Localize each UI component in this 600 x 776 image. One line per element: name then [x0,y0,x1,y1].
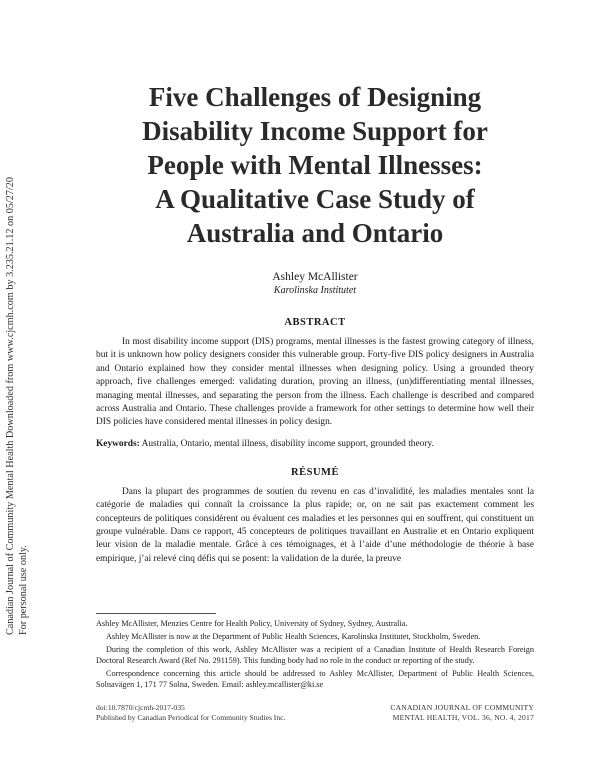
article-title [96,80,534,250]
keywords-label: Keywords: [96,438,140,449]
keywords [96,438,534,451]
footnote: Ashley McAllister is now at the Department of Public Health Sciences, Karolinska Institutet, Stockholm, Sweden. [106,632,481,641]
article-first-page [96,80,534,566]
author-affiliation: Karolinska Institutet [273,285,357,296]
title-line: Five Challenges of Designing [148,82,482,112]
title-line: A Qualitative Case Study of [155,184,475,214]
footnote: Correspondence concerning this article should be addressed to Ashley McAllister, Department of Public Health Sciences, Solnavägen 1, 171 77 Solna, Sweden. Email: ashley.mcallister@ki.se [96,669,534,689]
publication-info [96,703,285,723]
title-line: Australia and Ontario [186,218,444,248]
publisher: Published by Canadian Periodical for Community Studies Inc. [96,713,286,722]
author-name: Ashley McAllister [272,271,358,283]
title-line: People with Mental Illnesses: [147,150,483,180]
footnotes [96,618,534,692]
journal-name: CANADIAN JOURNAL OF COMMUNITY [390,703,534,712]
footnote: During the completion of this work, Ashley McAllister was a recipient of a Canadian Institute of Health Research Foreign Doctoral Research Award (Ref No. 291159). This funding body had no role in the conduct or reporting of the study. [96,645,534,665]
doi: doi:10.7870/cjcmh-2017-035 [96,703,185,712]
journal-citation [364,703,534,723]
download-watermark-text: Canadian Journal of Community Mental Health Downloaded from www.cjcmh.com by 3.235.21.12 on 05/27/20 For personal use only. [5,177,29,635]
abstract-text: In most disability income support (DIS) programs, mental illnesses is the fastest growing category of illness, but it is unknown how policy designers consider this vulnerable group. Forty-five DIS policy designers in Australia and Ontario explained how they consider mental illnesses when designing policy. Using a grounded theory approach, five challenges emerged: validating duration, proving an illness, (un)differentiating mental illnesses, managing mental illnesses, and separating the person from the illness. Each challenge is described and compared across Australia and Ontario. These challenges provide a framework for other settings to determine how well their DIS policies have considered mental illnesses in policy design. [96,337,534,428]
footnote: Ashley McAllister, Menzies Centre for Health Policy, University of Sydney, Sydney, Australia. [96,619,408,628]
resume-heading: RÉSUMÉ [291,466,339,478]
keywords-list: Australia, Ontario, mental illness, disability income support, grounded theory. [141,438,434,449]
abstract-heading: ABSTRACT [284,317,346,328]
resume-text: Dans la plupart des programmes de soutien du revenu en cas d’invalidité, les maladies mentales sont la catégorie de maladies qui connaît la croissance la plus rapide; or, on ne sait pas exactement comment les concepteurs de politiques considèrent ou évaluent ces maladies et les personnes qui en souffrent, qui constituent un groupe vulnérable. Dans ce rapport, 45 concepteurs de politiques travaillant en Australie et en Ontario expliquent leur vision de la maladie mentale. Grâce à ces témoignages, et à l’aide d’une méthodologie de théorie à base empirique, j’ai relevé cinq défis qui se posent: la validation de la durée, la preuve [96,486,534,564]
footnote-divider [96,613,216,614]
journal-volume: MENTAL HEALTH, VOL. 36, NO. 4, 2017 [392,713,534,722]
title-line: Disability Income Support for [142,116,488,146]
download-watermark [4,165,32,635]
